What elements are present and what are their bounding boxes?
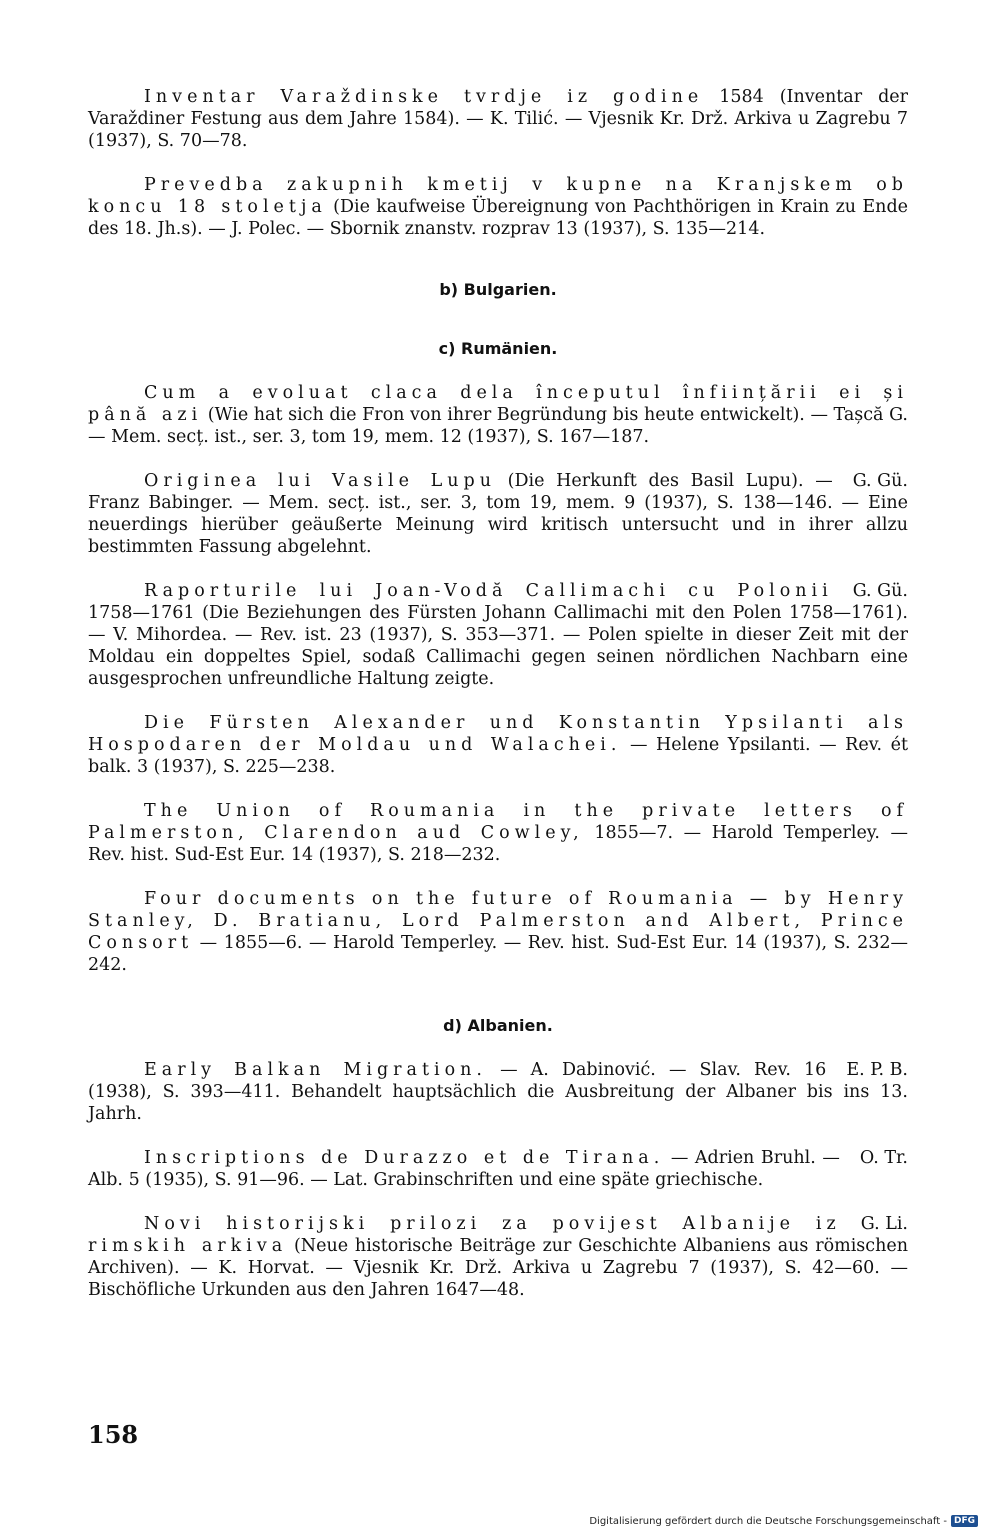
- entry-citation: (Die Herkunft des Basil Lupu). — Franz Babinger. — Mem. secț. ist., ser. 3, tom 19, mem. 9 (1937), S. 138—146. — Eine neuerdings hierüber geäußerte Meinung wird kritisch untersucht und in ihrer allzu bestimmten Fassung abgelehnt.: [88, 471, 908, 557]
- reviewer-initials: G. Gü.: [852, 471, 908, 491]
- entry-title: Early Balkan Migration.: [144, 1060, 487, 1080]
- entry-title: Die Fürsten Alexander und Konstantin Ypsilanti als Hospodaren der Moldau und Walachei.: [88, 713, 908, 755]
- bibliography-entry: [88, 86, 908, 152]
- bibliography-entry: [88, 800, 908, 866]
- footer-text: Digitalisierung gefördert durch die Deutsche Forschungsgemeinschaft -: [589, 1515, 947, 1527]
- page-number: 158: [88, 1420, 139, 1449]
- reviewer-initials: O. Tr.: [859, 1148, 908, 1168]
- bibliography-entry: [88, 712, 908, 778]
- section-heading: d) Albanien.: [443, 1016, 553, 1035]
- entry-title: Originea lui Vasile Lupu: [144, 471, 496, 491]
- bibliography-entry: [88, 470, 908, 558]
- bibliography-entry: [88, 888, 908, 976]
- entry-citation: (Neue historische Beiträge zur Geschichte Albaniens aus römischen Archiven). — K. Horvat. — Vjesnik Kr. Drž. Arkiva u Zagrebu 7 (1937), S. 42—60. — Bischöfliche Urkunden aus den Jahren 1647—48.: [88, 1236, 908, 1300]
- reviewer-initials: G. Gü.: [852, 581, 908, 601]
- footer-credit: [589, 1515, 978, 1527]
- dfg-logo-icon: DFG: [951, 1515, 978, 1527]
- bibliography-entry: [88, 1059, 908, 1125]
- entry-citation: — A. Dabinović. — Slav. Rev. 16 (1938), S. 393—411. Behandelt hauptsächlich die Ausbreitung der Albaner bis ins 13. Jahrh.: [88, 1060, 908, 1124]
- section-heading: b) Bulgarien.: [439, 280, 557, 299]
- entry-citation: 1584 (Inventar der Varaždiner Festung aus dem Jahre 1584). — K. Tilić. — Vjesnik Kr. Drž. Arkiva u Zagrebu 7 (1937), S. 70—78.: [88, 87, 908, 151]
- entry-citation: — 1855—6. — Harold Temperley. — Rev. hist. Sud-Est Eur. 14 (1937), S. 232—242.: [88, 933, 908, 975]
- entry-title: Raporturile lui Joan-Vodă Callimachi cu Polonii: [144, 581, 833, 601]
- bibliography-column: [88, 86, 908, 1323]
- entry-citation: (Wie hat sich die Fron von ihrer Begründung bis heute entwickelt). — Tașcă G. — Mem. secț. ist., ser. 3, tom 19, mem. 12 (1937), S. 167—187.: [88, 405, 908, 447]
- bibliography-entry: [88, 1147, 908, 1191]
- entry-citation: 1758—1761 (Die Beziehungen des Fürsten Johann Callimachi mit den Polen 1758—1761). — V. Mihordea. — Rev. ist. 23 (1937), S. 353—371. — Polen spielte in dieser Zeit mit der Moldau ein doppeltes Spiel, sodaß Callimachi gegen seinen nördlichen Nachbarn eine ausgesprochen unfreundliche Haltung zeigte.: [88, 603, 908, 689]
- entry-title: Prevedba zakupnih kmetij v kupne na Kranjskem ob koncu 18 stoletja: [88, 175, 908, 217]
- bibliography-entry: [88, 382, 908, 448]
- reviewer-initials: E. P. B.: [846, 1060, 908, 1080]
- entry-title: The Union of Roumania in the private letters of Palmerston, Clarendon aud Cowley,: [88, 801, 908, 843]
- entry-citation: 1855—7. — Harold Temperley. — Rev. hist. Sud-Est Eur. 14 (1937), S. 218—232.: [88, 823, 908, 865]
- entry-title: Inscriptions de Durazzo et de Tirana.: [144, 1148, 665, 1168]
- bibliography-entry: [88, 580, 908, 690]
- entry-title: Four documents on the future of Roumania — by Henry Stanley, D. Bratianu, Lord Palmerston and Albert, Prince Consort: [88, 889, 908, 953]
- entry-citation: — Adrien Bruhl. — Alb. 5 (1935), S. 91—96. — Lat. Grabinschriften und eine späte griechische.: [88, 1148, 840, 1190]
- entry-title: Cum a evoluat claca dela începutul înființării ei și până azi: [88, 383, 908, 425]
- section-heading: c) Rumänien.: [438, 339, 558, 358]
- bibliography-entry: [88, 1213, 908, 1301]
- reviewer-initials: G. Li.: [860, 1214, 908, 1234]
- entry-citation: (Die kaufweise Übereignung von Pachthörigen in Krain zu Ende des 18. Jh.s). — J. Polec. — Sbornik znanstv. rozprav 13 (1937), S. 135—214.: [88, 197, 908, 239]
- entry-title: Novi historijski prilozi za povijest Albanije iz rimskih arkiva: [88, 1214, 841, 1256]
- entry-citation: — Helene Ypsilanti. — Rev. ét balk. 3 (1937), S. 225—238.: [88, 735, 908, 777]
- entry-title: Inventar Varaždinske tvrdje iz godine: [144, 87, 704, 107]
- bibliography-entry: [88, 174, 908, 240]
